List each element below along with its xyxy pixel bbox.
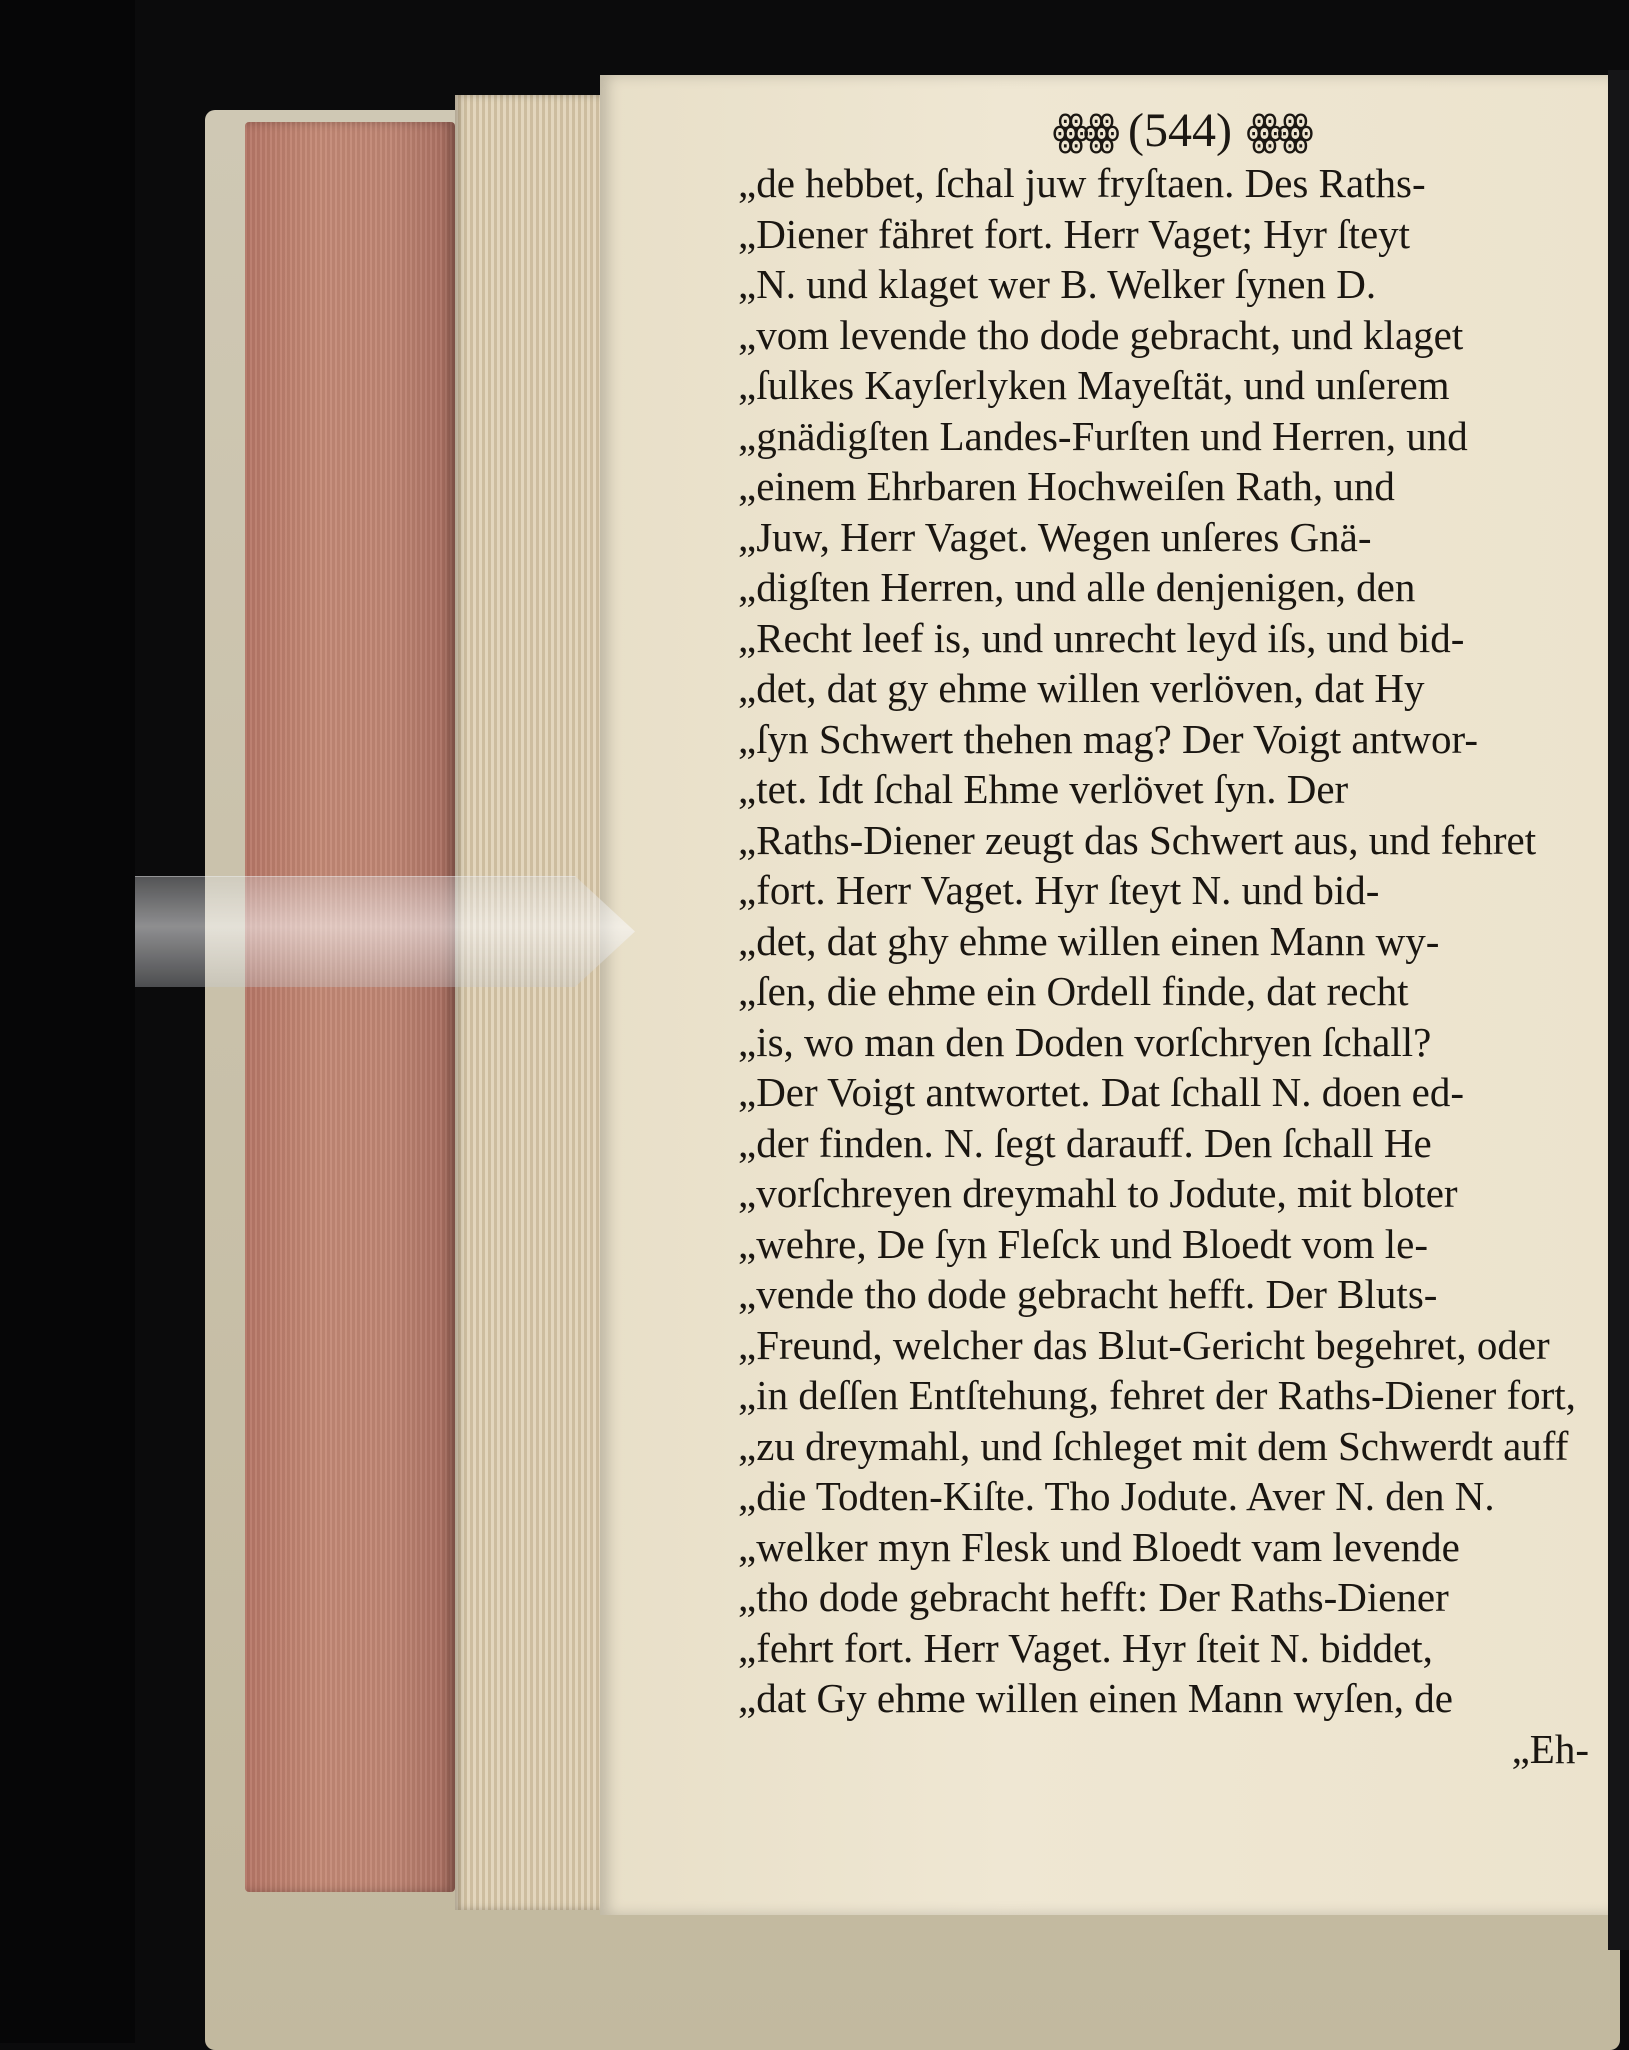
text-line: „welker myn Flesk und Bloedt vam levende: [738, 1523, 1460, 1570]
text-line: „digſten Herren, und alle denjenigen, den: [738, 564, 1416, 610]
background-right: [1608, 70, 1629, 1950]
background-left: [0, 0, 135, 2043]
text-line: „Der Voigt antwortet. Dat ſchall N. doen ed-: [738, 1069, 1465, 1115]
text-line: „wehre, De ſyn Fleſck und Bloedt vom le-: [738, 1220, 1428, 1267]
text-line: „tet. Idt ſchal Ehme verlövet ſyn. Der: [738, 766, 1349, 812]
text-line: „de hebbet, ſchal juw fryſtaen. Des Raths-: [738, 160, 1426, 206]
text-line: „Juw, Herr Vaget. Wegen unſeres Gnä-: [738, 513, 1372, 560]
text-line: „det, dat ghy ehme willen einen Mann wy-: [738, 917, 1440, 964]
text-line: „ſulkes Kayſerlyken Mayeſtät, und unſerem: [738, 362, 1450, 408]
text-line: „fehrt fort. Herr Vaget. Hyr ſteit N. biddet,: [738, 1624, 1433, 1671]
text-line: „vende tho dode gebracht hefft. Der Bluts-: [738, 1271, 1438, 1317]
text-line: „zu dreymahl, und ſchleget mit dem Schwerdt auff: [738, 1422, 1569, 1469]
text-line: „Freund, welcher das Blut-Gericht begehret, oder: [738, 1321, 1550, 1368]
text-line: „dat Gy ehme willen einen Mann wyſen, de: [738, 1675, 1453, 1721]
text-line: „tho dode gebracht hefft: Der Raths-Diener: [738, 1574, 1449, 1620]
text-line: „vorſchreyen dreymahl to Jodute, mit bloter: [738, 1170, 1458, 1216]
text-line: „ſyn Schwert thehen mag? Der Voigt antwor-: [738, 715, 1479, 762]
page-header: [1000, 100, 1360, 160]
page-text: [738, 158, 1604, 1774]
text-line: „Recht leef is, und unrecht leyd iſs, und bid-: [738, 614, 1465, 661]
bookmark-tab: [135, 876, 635, 987]
text-line: „die Todten-Kiſte. Tho Jodute. Aver N. den N.: [738, 1473, 1495, 1519]
text-line: „det, dat gy ehme willen verlöven, dat Hy: [738, 665, 1425, 711]
ornament-right-icon: ꙮꙮ: [1245, 105, 1308, 155]
text-line: „is, wo man den Doden vorſchryen ſchall?: [738, 1018, 1432, 1065]
text-line: „gnädigſten Landes-Furſten und Herren, und: [738, 412, 1468, 459]
text-line: „vom levende tho dode gebracht, und klaget: [738, 311, 1464, 358]
text-line: „N. und klaget wer B. Welker ſynen D.: [738, 261, 1377, 307]
page-stack: [455, 95, 605, 1910]
ornament-left-icon: ꙮꙮ: [1052, 105, 1115, 155]
text-line: „der finden. N. ſegt darauff. Den ſchall He: [738, 1119, 1432, 1166]
text-line: „fort. Herr Vaget. Hyr ſteyt N. und bid-: [738, 867, 1380, 913]
text-line: „Diener fähret fort. Herr Vaget; Hyr ſteyt: [738, 210, 1411, 257]
text-line: „einem Ehrbaren Hochweiſen Rath, und: [738, 463, 1395, 509]
book-fore-edge: [245, 122, 455, 1892]
text-line: „ſen, die ehme ein Ordell finde, dat recht: [738, 968, 1409, 1014]
text-line: „in deſſen Entſtehung, fehret der Raths-Diener fort,: [738, 1372, 1576, 1418]
page-number: (544): [1128, 103, 1232, 157]
text-line: „Raths-Diener zeugt das Schwert aus, und fehret: [738, 816, 1537, 863]
catchword: „Eh-: [1511, 1725, 1589, 1772]
